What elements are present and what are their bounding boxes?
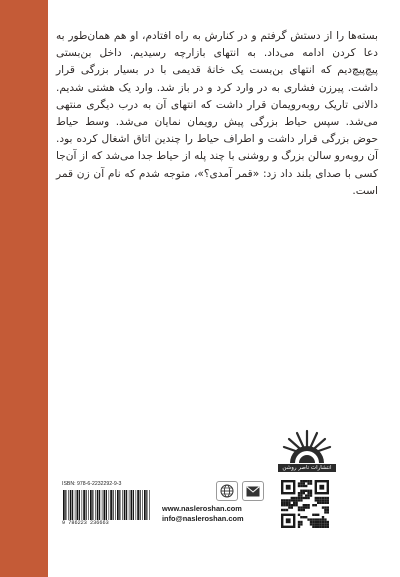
orange-side-stripe xyxy=(0,0,48,577)
publisher-contact xyxy=(162,481,274,527)
isbn-barcode xyxy=(62,481,152,529)
globe-icon xyxy=(216,481,238,501)
barcode-bars xyxy=(62,490,152,520)
qr-code xyxy=(281,480,329,528)
envelope-icon xyxy=(242,481,264,501)
publisher-logo xyxy=(278,425,336,473)
sunburst-icon xyxy=(278,425,336,465)
back-cover-blurb xyxy=(56,28,378,200)
website-url: www.nasleroshan.com xyxy=(162,504,242,513)
contact-email: info@nasleroshan.com xyxy=(162,514,244,523)
barcode-digits: 9 786223 236663 xyxy=(62,520,109,526)
isbn-number: ISBN: 978-6-2232292-9-3 xyxy=(62,481,122,487)
blurb-paragraph: بسته‌ها را از دستش گرفتم و در کنارش به راه افتادم، او هم همان‌طور به دعا کردن ادامه می‌داد. به انتهای بازارچه رسیدیم. داخل بن‌بستی پیچ‌پیچ‌دیم که انتهای بن‌بست یک خانهٔ قدیمی با در بسیار بزرگی قرار داشت. پیرزن فشاری به در وارد کرد و در باز شد. وارد یک هشتی شدیم. دالانی تاریک روبه‌رویمان قرار داشت که انتهای آن به درب دیگری منتهی می‌شد. سپس حیاط بزرگی پیش رویمان نمایان می‌شد. وسط حیاط حوض بزرگی قرار داشت و اطراف حیاط را چندین اتاق اشغال کرده بود. آن روبه‌رو سالن بزرگ و روشنی با چند پله از حیاط جدا می‌شد که از آن‌جا کسی با صدای بلند داد زد: «قمر آمدی؟»، متوجه شدم که نام آن زن قمر است. xyxy=(56,30,378,197)
publisher-name: انتشارات ناصر روشن xyxy=(278,464,336,472)
